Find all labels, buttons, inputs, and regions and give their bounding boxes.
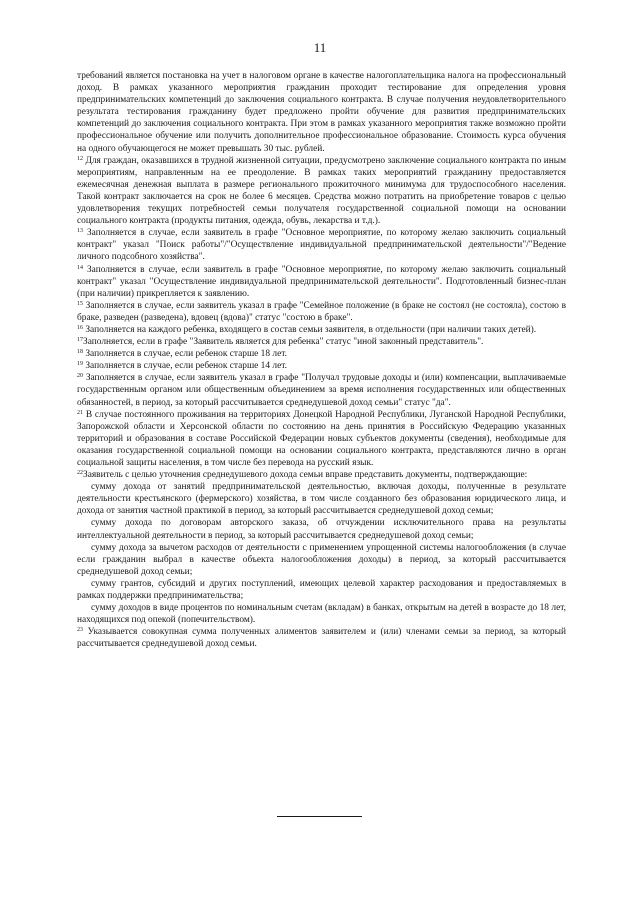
footnote-text: В случае постоянного проживания на территориях Донецкой Народной Республики, Луганской Народной Республики, Запорожской области и Херсонской области по состоянию на день принятия в Российскую Федерацию указанных территорий и образования в составе Российской Федерации новых субъектов документы (сведения), необходимые для оказания государственной социальной помощи на основании социального контракта, представляются лично в орган социальной защиты населения, в том числе без перевода на русский язык. bbox=[77, 409, 567, 468]
footnote-text: Заполняется, если в графе "Заявитель является для ребенка" статус "иной законный представитель". bbox=[83, 337, 484, 348]
footer-rule bbox=[277, 816, 362, 817]
footnote-text: Заполняется в случае, если ребенок старше 14 лет. bbox=[85, 361, 287, 372]
footnote-19 bbox=[77, 360, 566, 372]
footnote-number: 22 bbox=[77, 470, 83, 477]
footnote-13 bbox=[77, 227, 566, 263]
footnote-text: Указывается совокупная сумма полученных алиментов заявителем и (или) членами семьи за период, за который рассчитывается среднедушевой доход семьи. bbox=[77, 627, 566, 650]
footnote-number: 23 bbox=[77, 627, 83, 634]
footnote-number: 19 bbox=[77, 361, 83, 368]
footnote-20 bbox=[77, 372, 566, 408]
footnote-number: 20 bbox=[77, 373, 83, 380]
footnote-text: Для граждан, оказавшихся в трудной жизненной ситуации, предусмотрено заключение социального контракта по иным мероприятиям, направленным на ее преодоление. В рамках таких мероприятий гражданину предоставляется ежемесячная денежная выплата в размере регионального прожиточного минимума для трудоспособного населения. Такой контракт заключается на срок не более 6 месяцев. Средства можно потратить на приобретение товаров с целью удовлетворения текущих потребностей семьи получателя государственной социальной помощи на основании социального контракта (продукты питания, одежда, обувь, лекарства и т.д.). bbox=[77, 155, 567, 227]
income-item: сумму грантов, субсидий и других поступлений, имеющих целевой характер расходования и предоставляемых в рамках поддержки предпринимательства; bbox=[77, 578, 566, 602]
footnotes-body bbox=[77, 70, 566, 651]
footnote-text: Заполняется в случае, если заявитель указал в графе "Семейное положение (в браке не состоял (не состояла), состою в браке, разведен (разведена), вдовец (вдова)" статус "состою в браке". bbox=[77, 300, 567, 323]
footnote-23 bbox=[77, 626, 566, 650]
footnote-number: 18 bbox=[77, 349, 83, 356]
footnote-18 bbox=[77, 348, 566, 360]
footnote-text: Заполняется в случае, если заявитель указал в графе "Получал трудовые доходы и (или) компенсации, выплачиваемые государственным органом или общественным объединением за время исполнения государственных или общественных обязанностей, в период, за который рассчитывается среднедушевой доход семьи" статус "да". bbox=[77, 373, 566, 408]
footnote-number: 13 bbox=[77, 228, 83, 235]
footnote-number: 21 bbox=[77, 409, 83, 416]
footnote-text: Заполняется в случае, если заявитель в графе "Основное мероприятие, по которому желаю заключить социальный контракт" указал "Осуществление индивидуальной предпринимательской деятельности". Подготовленный бизнес-план (при наличии) прикрепляется к заявлению. bbox=[77, 264, 566, 299]
footnote-number: 17 bbox=[77, 337, 83, 344]
footnote-16 bbox=[77, 324, 566, 336]
income-item: сумму доходов в виде процентов по номинальным счетам (вкладам) в банках, открытым на детей в возрасте до 18 лет, находящихся под опекой (попечительством). bbox=[77, 603, 566, 626]
footnote-number: 16 bbox=[77, 324, 83, 331]
footnote-number: 15 bbox=[77, 300, 83, 307]
income-item: сумму дохода по договорам авторского заказа, об отчуждении исключительного права на результаты интеллектуальной деятельности в период, за который рассчитывается среднедушевой доход семьи; bbox=[77, 518, 566, 541]
footnote-number: 12 bbox=[77, 155, 83, 162]
footnote-12 bbox=[77, 155, 566, 228]
footnote-21 bbox=[77, 409, 566, 469]
footnote-text: Заполняется на каждого ребенка, входящего в состав семьи заявителя, в отдельности (при наличии таких детей). bbox=[85, 324, 537, 335]
income-item: сумму дохода от занятий предпринимательской деятельностью, включая доходы, полученные в результате деятельности крестьянского (фермерского) хозяйства, в том числе созданного без образования юридического лица, и дохода от занятия частной практикой в период, за который рассчитывается среднедушевой доход семьи; bbox=[77, 482, 566, 517]
footnote-number: 14 bbox=[77, 264, 83, 271]
income-item: сумму дохода за вычетом расходов от деятельности с применением упрощенной системы налогообложения (в случае если гражданин выбрал в качестве объекта налогообложения доходы) в период, за который рассчитывается среднедушевой доход семьи; bbox=[77, 542, 566, 577]
footnote-17 bbox=[77, 336, 566, 348]
footnote-text: Заявитель с целью уточнения среднедушевого дохода семьи вправе представить документы, подтверждающие: bbox=[83, 470, 528, 481]
continuation-paragraph: требований является постановка на учет в налоговом органе в качестве налогоплательщика налога на профессиональный доход. В рамках указанного мероприятия гражданин проходит тестирование для определения уровня предпринимательских компетенций до заключения социального контракта. В случае получения неудовлетворительного результата тестирования гражданину будет предложено пройти обучение для развития предпринимательских компетенций до заключения социального контракта. При этом в рамках указанного мероприятия также возможно пройти профессиональное обучение или получить дополнительное профессиональное образование. Стоимость курса обучения на одного обучающегося не может превышать 30 тыс. рублей. bbox=[77, 71, 566, 154]
footnote-15 bbox=[77, 300, 566, 324]
footnote-text: Заполняется в случае, если ребенок старше 18 лет. bbox=[85, 349, 287, 360]
footnote-text: Заполняется в случае, если заявитель в графе "Основное мероприятие, по которому желаю заключить социальный контракт" указал "Поиск работы"/"Осуществление индивидуальной предпринимательской деятельности"/"Ведение личного подсобного хозяйства". bbox=[77, 228, 566, 263]
footnote-14 bbox=[77, 264, 566, 300]
footnote-22 bbox=[77, 469, 566, 481]
page-number: 11 bbox=[313, 40, 327, 55]
